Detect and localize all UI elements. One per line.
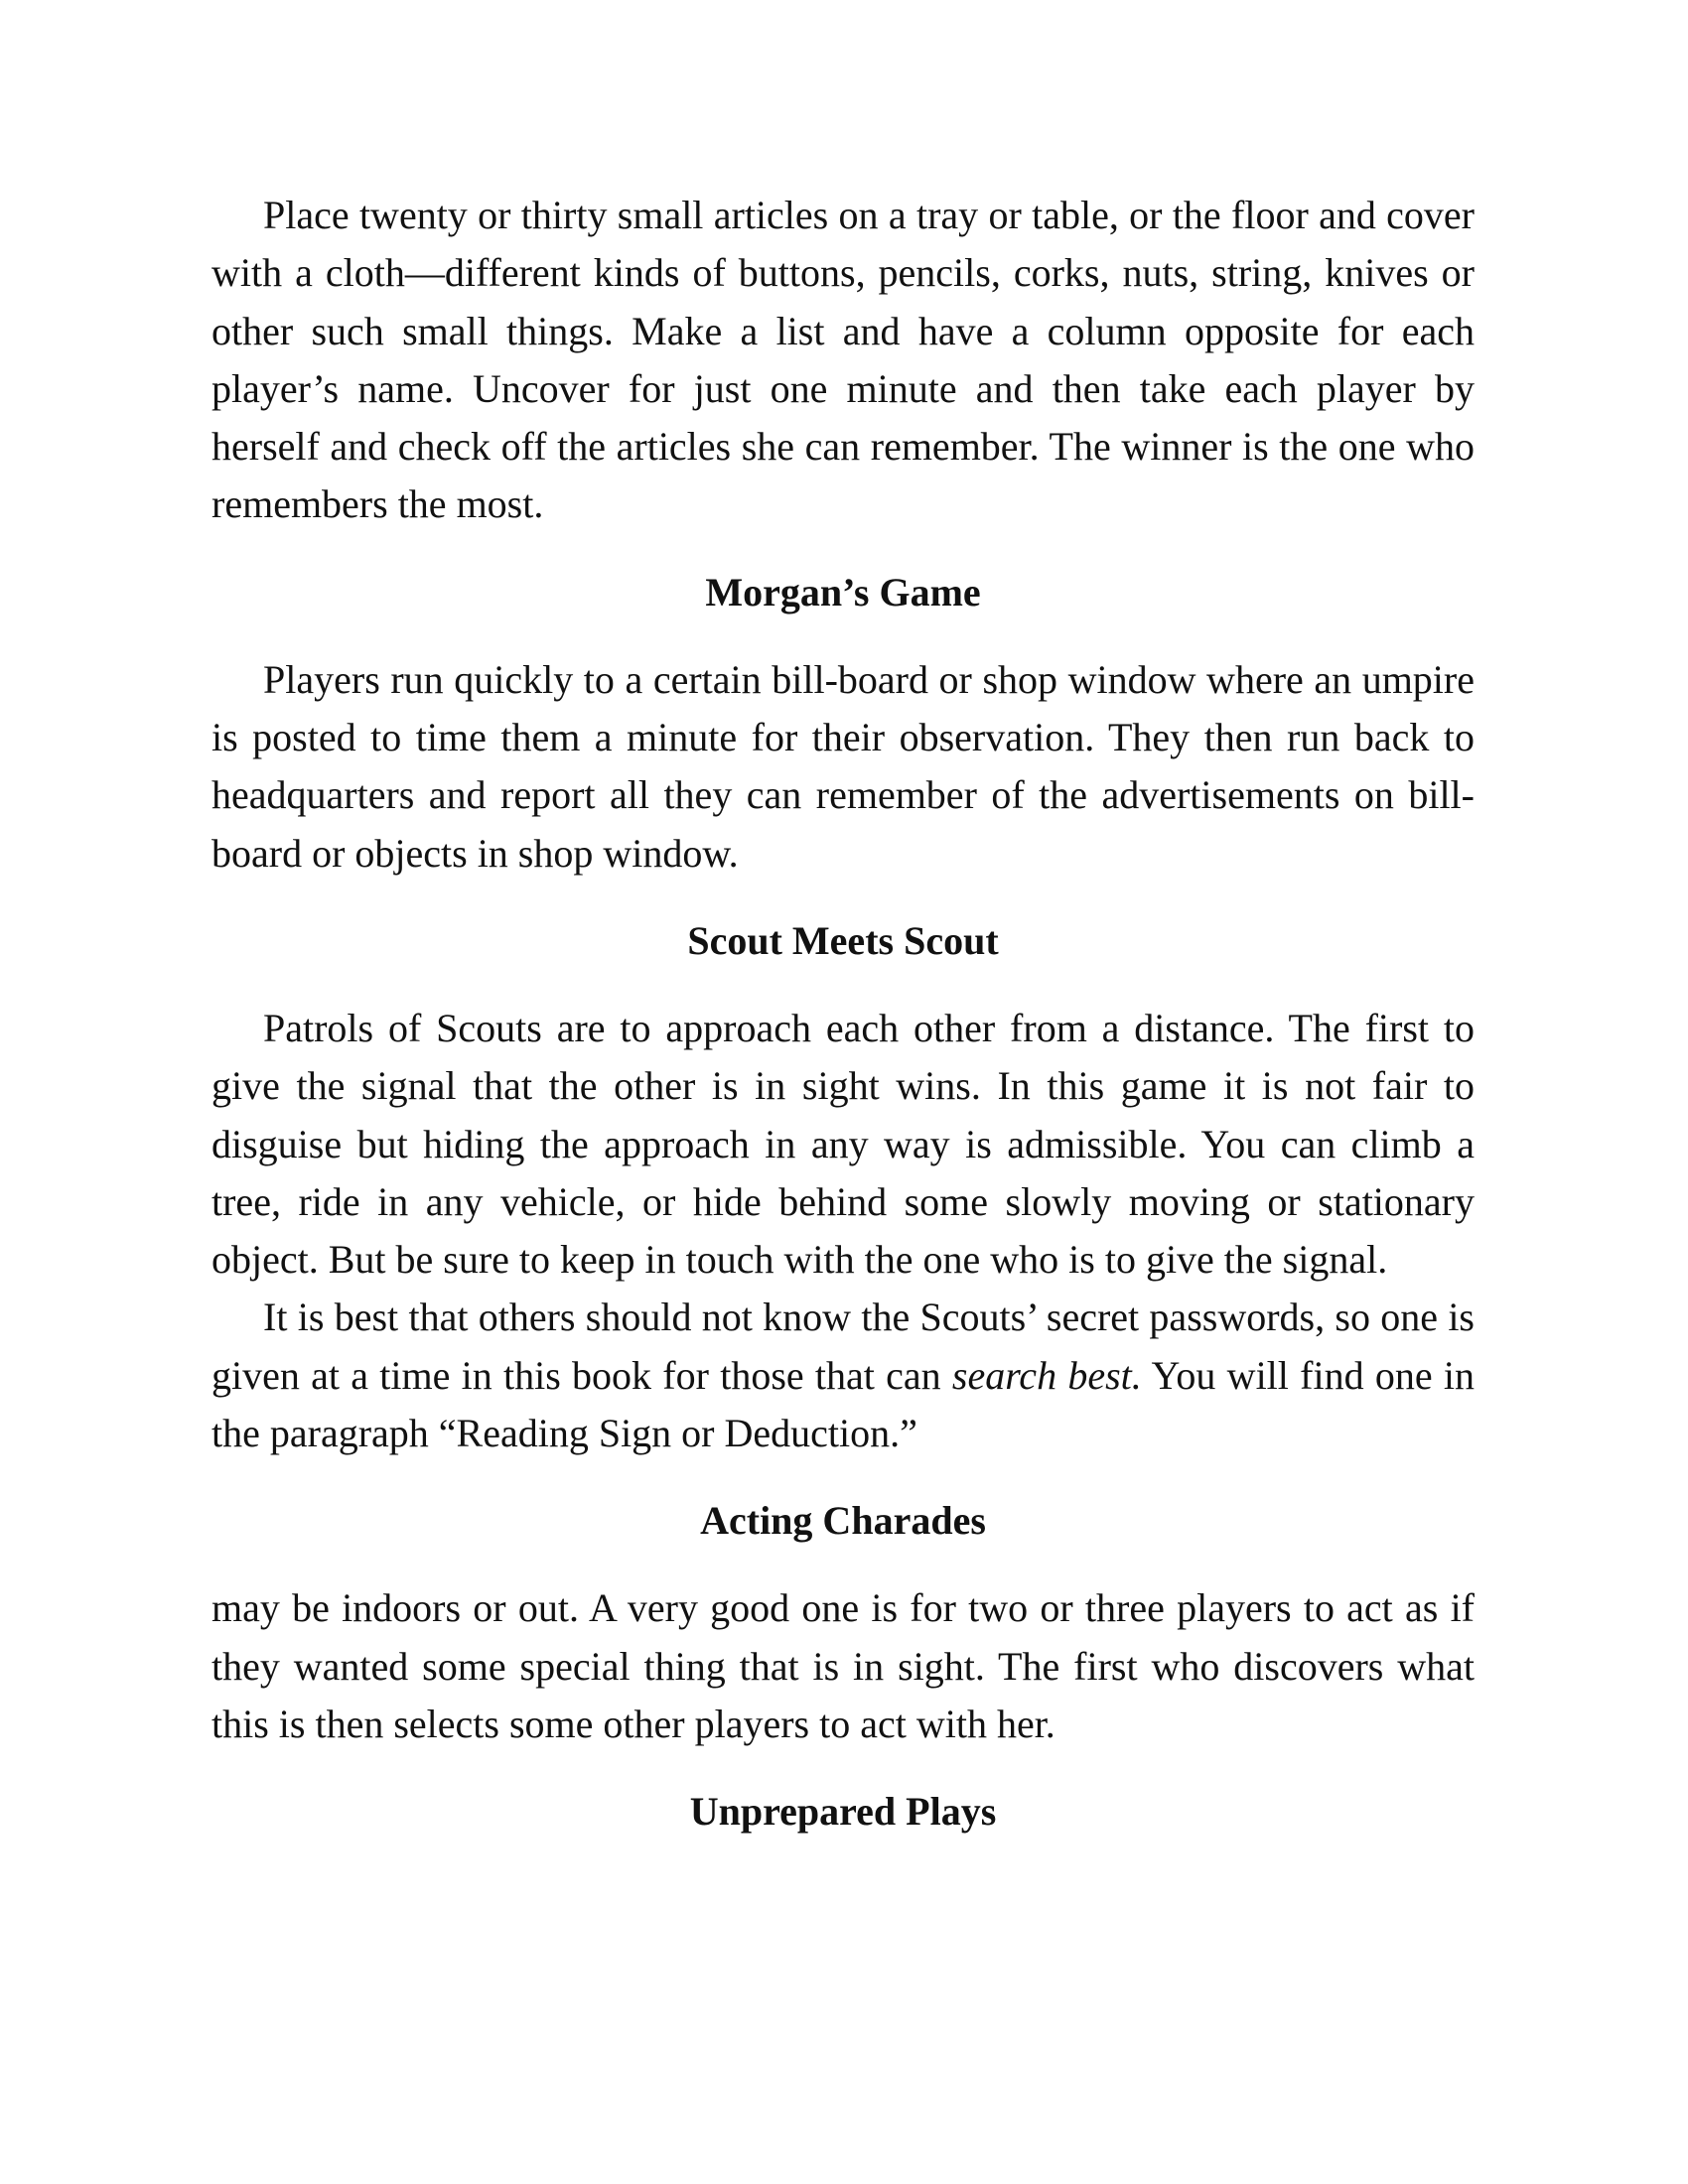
- passwords-text-end: You will find one in the paragraph “Reading Sign or Deduction.”: [211, 1352, 1475, 1456]
- paragraph-scout-meets-scout: Patrols of Scouts are to approach each other from a distance. The first to give the signal that the other is in sight wins. In this game it is not fair to disguise but hiding the approach in any way is admissible. You can climb a tree, ride in any vehicle, or hide behind some slowly moving or stationary object. But be sure to keep in touch with the one who is to give the signal.: [211, 1005, 1475, 1283]
- paragraph-intro: Place twenty or thirty small articles on a tray or table, or the floor and cover with a cloth—different kinds of buttons, pencils, corks, nuts, string, knives or other such small things. Make a list and have a column opposite for each player’s name. Uncover for just one minute and then take each player by herself and check off the articles she can remember. The winner is the one who remembers the most.: [211, 193, 1475, 527]
- paragraph-morgans-game: Players run quickly to a certain bill-board or shop window where an umpire is posted to time them a minute for their observation. They then run back to headquarters and report all they can remember of the advertisements on bill-board or objects in shop window.: [211, 656, 1475, 876]
- book-page: [211, 187, 1475, 1841]
- heading-unprepared-plays: Unprepared Plays: [689, 1789, 997, 1835]
- heading-scout-meets-scout: Scout Meets Scout: [687, 917, 999, 963]
- passwords-text-start: It is best that others should not know the Scouts’ secret passwords, so one is given at a time in this book for those that can: [211, 1295, 1475, 1398]
- heading-morgans-game: Morgan’s Game: [705, 569, 981, 614]
- paragraph-passwords: [211, 1289, 1475, 1462]
- paragraph-acting-charades: may be indoors or out. A very good one is for two or three players to act as if they wanted some special thing that is in sight. The first who discovers what this is then selects some other players to act with her.: [211, 1585, 1475, 1746]
- heading-acting-charades: Acting Charades: [700, 1498, 986, 1544]
- passwords-italic: search best.: [951, 1352, 1142, 1398]
